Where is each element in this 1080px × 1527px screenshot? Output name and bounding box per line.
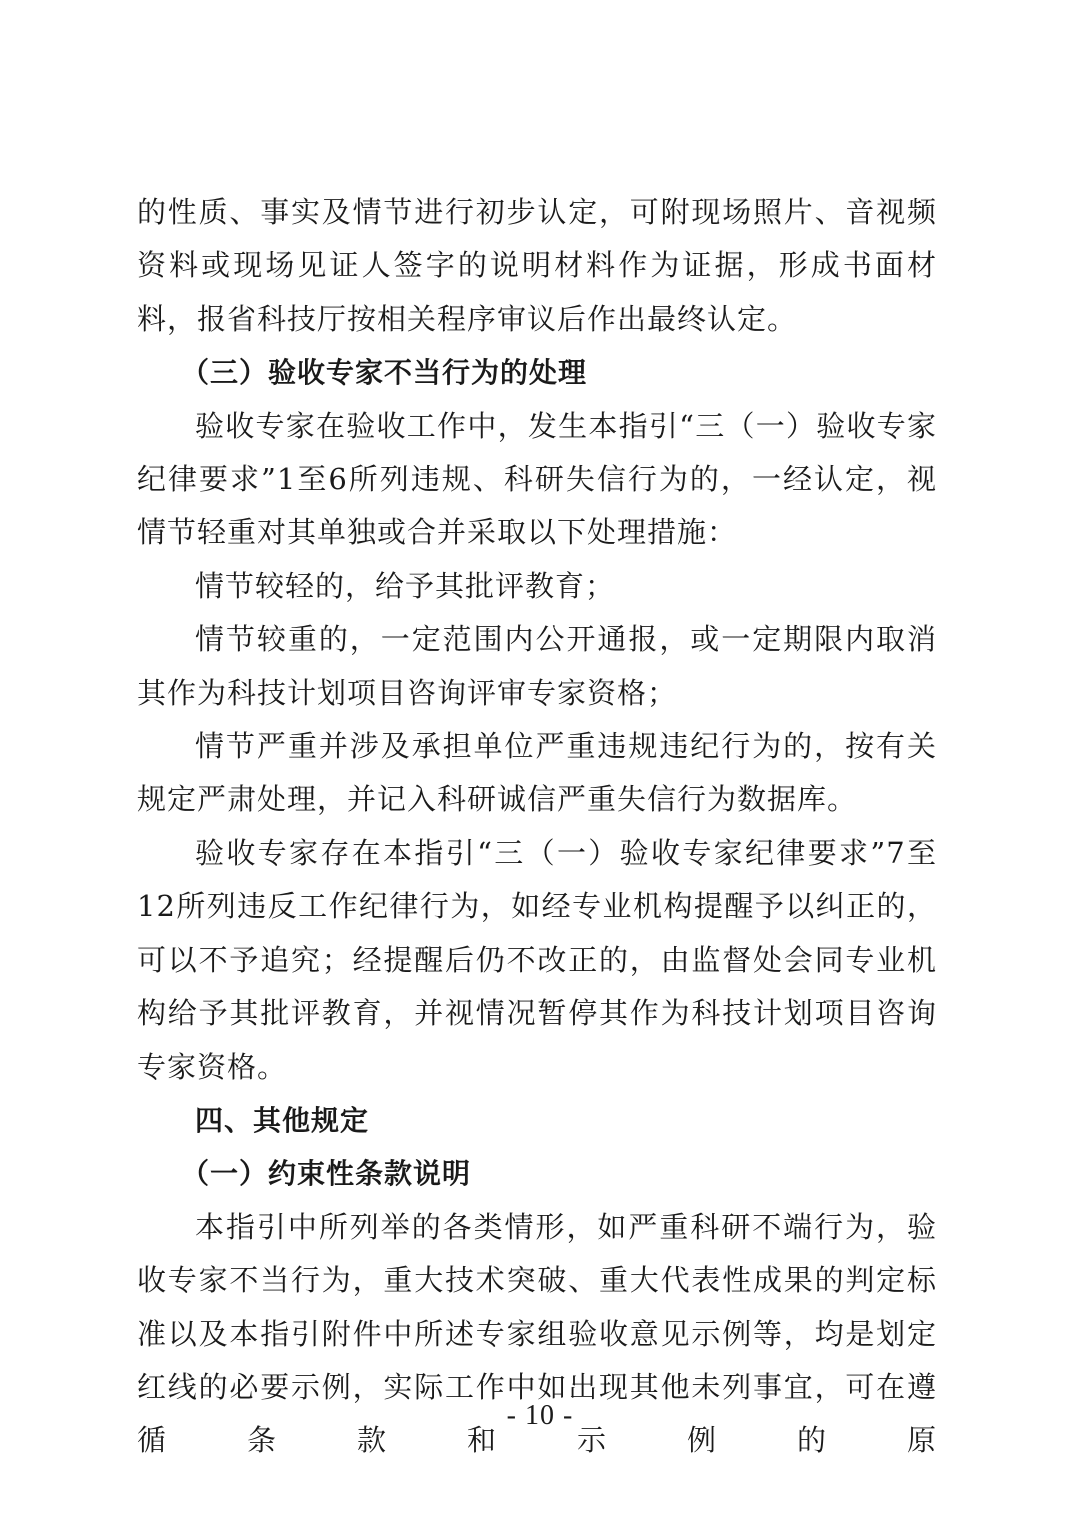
paragraph-severe-case: 情节严重并涉及承担单位严重违规违纪行为的，按有关规定严肃处理，并记入科研诚信严重失信行为数据库。	[137, 729, 937, 817]
paragraph-serious-case: 情节较重的，一定范围内公开通报，或一定期限内取消其作为科技计划项目咨询评审专家资格；	[137, 622, 937, 710]
paragraph-expert-violation: 验收专家在验收工作中，发生本指引“三（一）验收专家纪律要求”1至6所列违规、科研失信行为的，一经认定，视情节轻重对其单独或合并采取以下处理措施：	[137, 408, 937, 550]
body-text	[137, 186, 937, 1468]
section-heading-other-rules: 四、其他规定	[195, 1103, 370, 1137]
page-number: - 10 -	[506, 1400, 574, 1431]
paragraph-binding-clauses: 本指引中所列举的各类情形，如严重科研不端行为，验收专家不当行为，重大技术突破、重大代表性成果的判定标准以及本指引附件中所述专家组验收意见示例等，均是划定红线的必要示例，实际工作中如出现其他未列事宜，可在遵循条款和示例的原	[137, 1209, 937, 1458]
paragraph-minor-case: 情节较轻的，给予其批评教育；	[195, 568, 616, 603]
paragraph-continuation: 的性质、事实及情节进行初步认定，可附现场照片、音视频资料或现场见证人签字的说明材料作为证据，形成书面材料，报省科技厅按相关程序审议后作出最终认定。	[137, 195, 937, 336]
section-heading-binding-clauses: （一）约束性条款说明	[181, 1157, 472, 1191]
section-heading-expert-misconduct: （三）验收专家不当行为的处理	[181, 356, 588, 390]
paragraph-work-discipline: 验收专家存在本指引“三（一）验收专家纪律要求”7至12所列违反工作纪律行为，如经专业机构提醒予以纠正的，可以不予追究；经提醒后仍不改正的，由监督处会同专业机构给予其批评教育，并视情况暂停其作为科技计划项目咨询专家资格。	[137, 835, 937, 1084]
